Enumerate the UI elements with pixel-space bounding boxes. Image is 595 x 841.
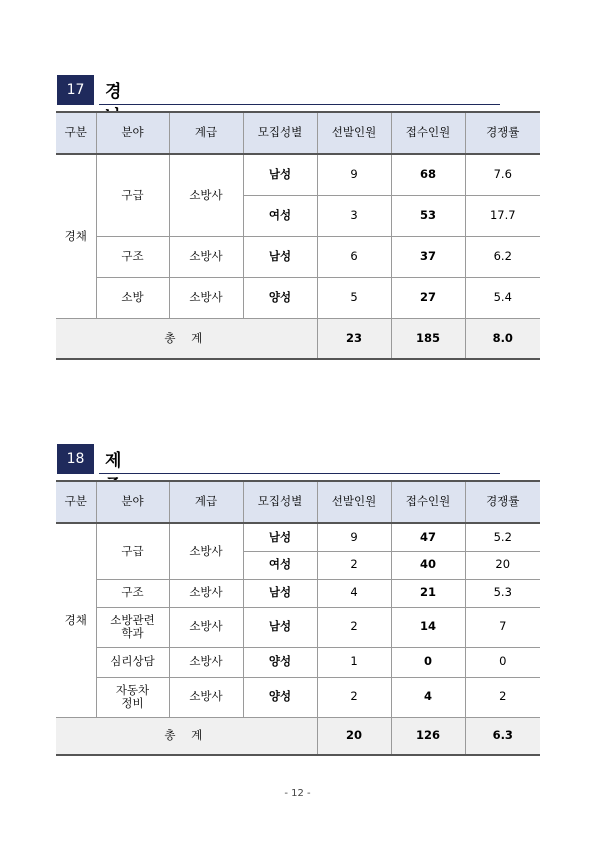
section-18-table <box>56 480 540 756</box>
ratio-cell: 17.7 <box>465 195 540 236</box>
table-header-row <box>56 481 540 523</box>
field-line-2: 정비 <box>121 696 144 710</box>
gender-cell: 남성 <box>243 236 317 277</box>
header-rank: 계급 <box>169 481 243 523</box>
section-17-table <box>56 111 540 360</box>
field-cell: 구급 <box>96 154 169 236</box>
field-line-1: 자동차 <box>115 682 150 697</box>
total-ratio: 6.3 <box>465 717 540 755</box>
selected-cell: 5 <box>317 277 391 318</box>
field-cell <box>96 677 169 717</box>
applicants-cell: 47 <box>391 523 465 551</box>
ratio-cell: 5.3 <box>465 579 540 607</box>
field-cell: 구조 <box>96 236 169 277</box>
gender-cell: 여성 <box>243 551 317 579</box>
header-applicants: 접수인원 <box>391 481 465 523</box>
total-ratio: 8.0 <box>465 318 540 359</box>
applicants-cell: 0 <box>391 647 465 677</box>
gender-cell: 남성 <box>243 523 317 551</box>
applicants-cell: 14 <box>391 607 465 647</box>
applicants-cell: 37 <box>391 236 465 277</box>
applicants-cell: 27 <box>391 277 465 318</box>
gender-cell: 여성 <box>243 195 317 236</box>
gender-cell: 남성 <box>243 579 317 607</box>
header-applicants: 접수인원 <box>391 112 465 154</box>
total-applicants: 185 <box>391 318 465 359</box>
table-row <box>56 677 540 717</box>
ratio-cell: 6.2 <box>465 236 540 277</box>
selected-cell: 1 <box>317 647 391 677</box>
selected-cell: 3 <box>317 195 391 236</box>
header-field: 분야 <box>96 112 169 154</box>
field-cell <box>96 607 169 647</box>
section-title: 제 <box>105 451 124 471</box>
ratio-cell: 20 <box>465 551 540 579</box>
header-category: 구분 <box>56 112 96 154</box>
rank-cell: 소방사 <box>169 607 243 647</box>
field-line-1: 소방관련 <box>110 612 155 627</box>
selected-cell: 2 <box>317 677 391 717</box>
ratio-cell: 5.4 <box>465 277 540 318</box>
category-cell: 경채 <box>56 523 96 717</box>
applicants-cell: 21 <box>391 579 465 607</box>
gender-cell: 양성 <box>243 277 317 318</box>
table-row <box>56 154 540 195</box>
header-selected: 선발인원 <box>317 112 391 154</box>
total-row <box>56 717 540 755</box>
ratio-cell: 5.2 <box>465 523 540 551</box>
total-label: 총 계 <box>56 318 317 359</box>
gender-cell: 남성 <box>243 154 317 195</box>
selected-cell: 2 <box>317 607 391 647</box>
page-number: - 12 - <box>284 788 311 799</box>
section-underline <box>99 104 500 105</box>
rank-cell: 소방사 <box>169 647 243 677</box>
applicants-cell: 68 <box>391 154 465 195</box>
table-row <box>56 523 540 551</box>
gender-cell: 양성 <box>243 677 317 717</box>
field-cell: 구급 <box>96 523 169 579</box>
rank-cell: 소방사 <box>169 277 243 318</box>
table-row <box>56 236 540 277</box>
table-row <box>56 647 540 677</box>
field-cell: 소방 <box>96 277 169 318</box>
header-ratio: 경쟁률 <box>465 112 540 154</box>
table-row <box>56 579 540 607</box>
applicants-cell: 4 <box>391 677 465 717</box>
field-cell: 구조 <box>96 579 169 607</box>
table-row <box>56 607 540 647</box>
total-applicants: 126 <box>391 717 465 755</box>
total-label: 총 계 <box>56 717 317 755</box>
total-row <box>56 318 540 359</box>
rank-cell: 소방사 <box>169 154 243 236</box>
selected-cell: 6 <box>317 236 391 277</box>
total-selected: 20 <box>317 717 391 755</box>
table-row <box>56 277 540 318</box>
selected-cell: 9 <box>317 154 391 195</box>
gender-cell: 양성 <box>243 647 317 677</box>
field-line-2: 학과 <box>121 626 144 640</box>
header-ratio: 경쟁률 <box>465 481 540 523</box>
ratio-cell: 7 <box>465 607 540 647</box>
applicants-cell: 53 <box>391 195 465 236</box>
ratio-cell: 2 <box>465 677 540 717</box>
gender-cell: 남성 <box>243 607 317 647</box>
section-number-badge: 17 <box>57 75 94 105</box>
ratio-cell: 7.6 <box>465 154 540 195</box>
rank-cell: 소방사 <box>169 579 243 607</box>
header-rank: 계급 <box>169 112 243 154</box>
total-selected: 23 <box>317 318 391 359</box>
table-header-row <box>56 112 540 154</box>
header-gender: 모집성별 <box>243 481 317 523</box>
section-number-badge: 18 <box>57 444 94 474</box>
header-field: 분야 <box>96 481 169 523</box>
rank-cell: 소방사 <box>169 523 243 579</box>
applicants-cell: 40 <box>391 551 465 579</box>
rank-cell: 소방사 <box>169 677 243 717</box>
field-cell: 심리상담 <box>96 647 169 677</box>
header-selected: 선발인원 <box>317 481 391 523</box>
category-cell: 경채 <box>56 154 96 318</box>
header-gender: 모집성별 <box>243 112 317 154</box>
rank-cell: 소방사 <box>169 236 243 277</box>
section-title: 경 <box>105 82 124 102</box>
selected-cell: 9 <box>317 523 391 551</box>
section-underline <box>99 473 500 474</box>
header-category: 구분 <box>56 481 96 523</box>
ratio-cell: 0 <box>465 647 540 677</box>
selected-cell: 2 <box>317 551 391 579</box>
selected-cell: 4 <box>317 579 391 607</box>
